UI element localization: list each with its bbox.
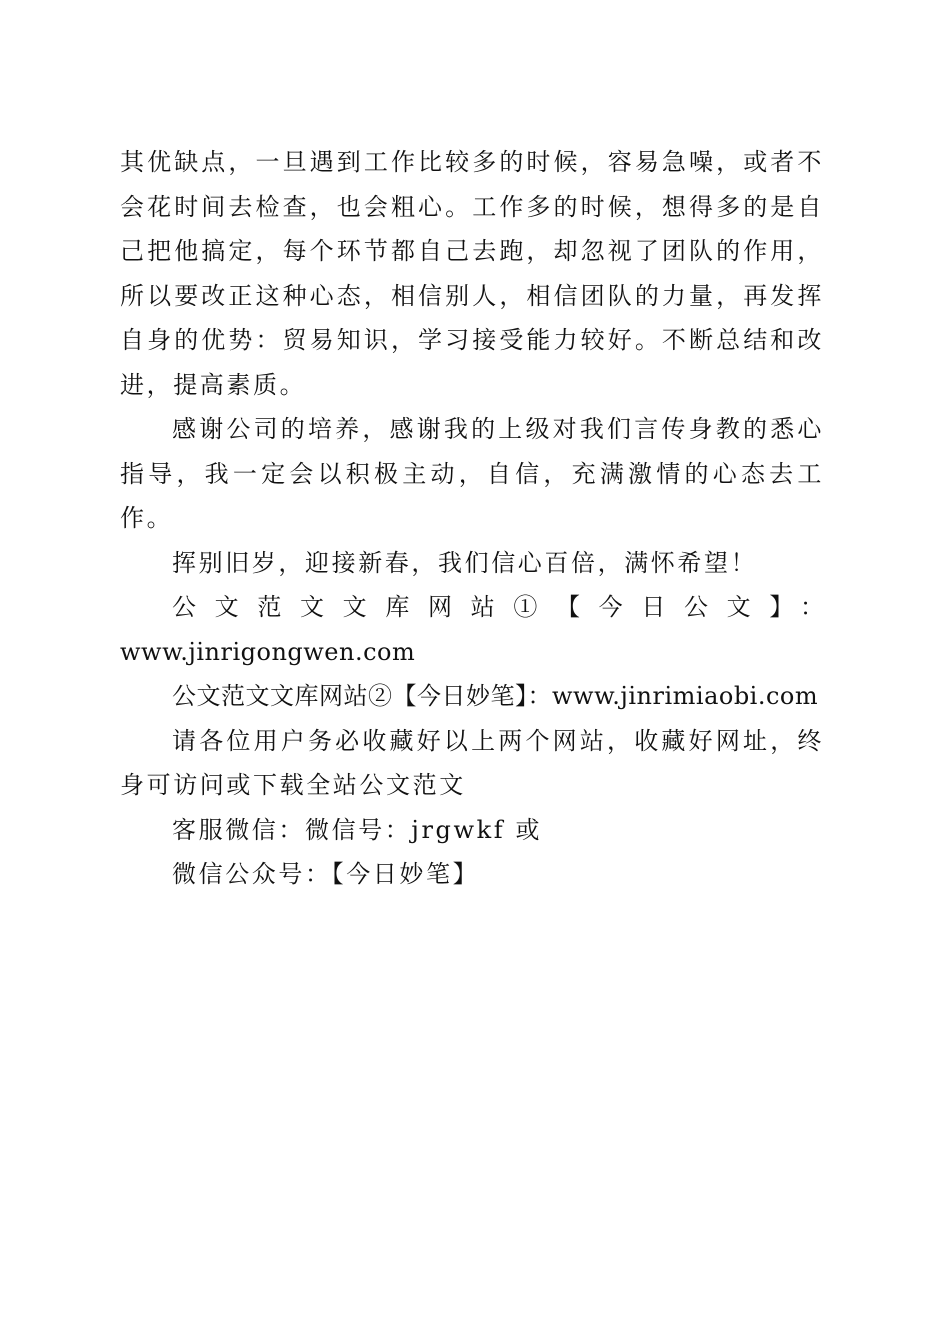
paragraph-wechat-account: 微信公众号：【今日妙笔】 <box>172 860 480 888</box>
site-one-url[interactable]: www.jinrigongwen.com <box>120 637 416 666</box>
paragraph-thanks: 感谢公司的培养，感谢我的上级对我们言传身教的悉心指导，我一定会以积极主动，自信，充满激情的心态去工作。 <box>120 415 824 532</box>
paragraph-new-year: 挥别旧岁，迎接新春，我们信心百倍，满怀希望！ <box>172 548 758 577</box>
paragraph-bookmark-notice: 请各位用户务必收藏好以上两个网站，收藏好网址，终身可访问或下载全站公文范文 <box>120 726 824 799</box>
paragraph-wechat-service: 客服微信：微信号：jrgwkf 或 <box>172 815 543 844</box>
paragraph-site-two: 公文范文文库网站②【今日妙笔】：www.jinrimiaobi.com <box>172 682 819 710</box>
document-body <box>120 140 824 897</box>
paragraph-strengths-weaknesses: 其优缺点，一旦遇到工作比较多的时候，容易急噪，或者不会花时间去检查，也会粗心。工作多的时候，想得多的是自己把他搞定，每个环节都自己去跑，却忽视了团队的作用，所以要改正这种心态，相信别人，相信团队的力量，再发挥自身的优势：贸易知识，学习接受能力较好。不断总结和改进，提高素质。 <box>120 148 824 399</box>
paragraph-site-one-label: 公文范文文库网站①【今日公文】： <box>172 593 824 621</box>
